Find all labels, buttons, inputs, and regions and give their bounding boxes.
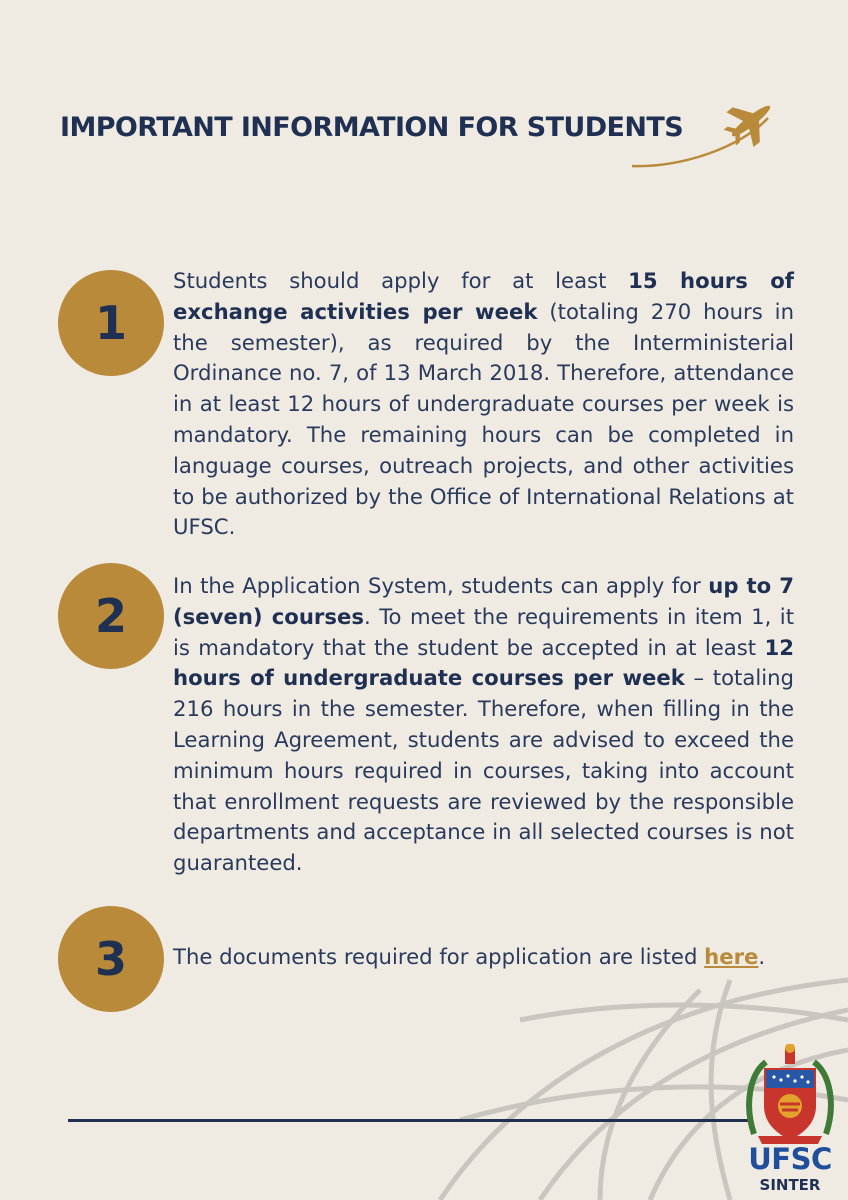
- number-badge: [58, 563, 164, 669]
- text-run-bold: 15 hours of exchange activities per week: [173, 268, 795, 324]
- badge-number: 3: [94, 932, 127, 986]
- text-run: . To meet the requirements in item 1, it is mandatory that the student be accepted in at least: [173, 603, 794, 660]
- text-run: .: [758, 944, 766, 969]
- airplane-icon: [620, 88, 790, 178]
- university-crest-icon: [744, 1044, 836, 1148]
- sinter-logo-text: SINTER: [759, 1176, 821, 1194]
- number-badge: [58, 906, 164, 1012]
- number-badge: [58, 270, 164, 376]
- badge-number: 2: [94, 589, 127, 643]
- page-title: IMPORTANT INFORMATION FOR STUDENTS: [60, 112, 684, 143]
- badge-number: 1: [94, 296, 127, 350]
- text-run: – totaling 216 hours in the semester. Therefore, when filling in the Learning Agreement, students are advised to exceed the minimum hours required in courses, taking into account that enrollment requests are reviewed by the responsible departments and acceptance in all selected courses is not guaranteed.: [173, 665, 795, 876]
- item-text: [173, 942, 794, 973]
- text-run: In the Application System, students can apply for: [173, 573, 709, 598]
- text-run-bold: 12 hours of undergraduate courses per week: [173, 634, 794, 691]
- text-run: Students should apply for at least: [173, 268, 629, 293]
- text-run: The documents required for application are listed: [173, 944, 705, 969]
- item-text: [173, 571, 794, 879]
- footer-divider: [68, 1119, 748, 1122]
- ufsc-logo-text: UFSC: [748, 1142, 832, 1176]
- text-run-bold: up to 7 (seven) courses: [173, 573, 794, 629]
- text-run: (totaling 270 hours in the semester), as required by the Interministerial Ordinance no. 7, of 13 March 2018. Therefore, attendance in at least 12 hours of undergraduate courses per week is mandatory. The remaining hours can be completed in language courses, outreach projects, and other activities to be authorized by the Office of International Relations at UFSC.: [173, 298, 795, 540]
- item-text: [173, 266, 794, 543]
- here-link[interactable]: here: [704, 944, 759, 969]
